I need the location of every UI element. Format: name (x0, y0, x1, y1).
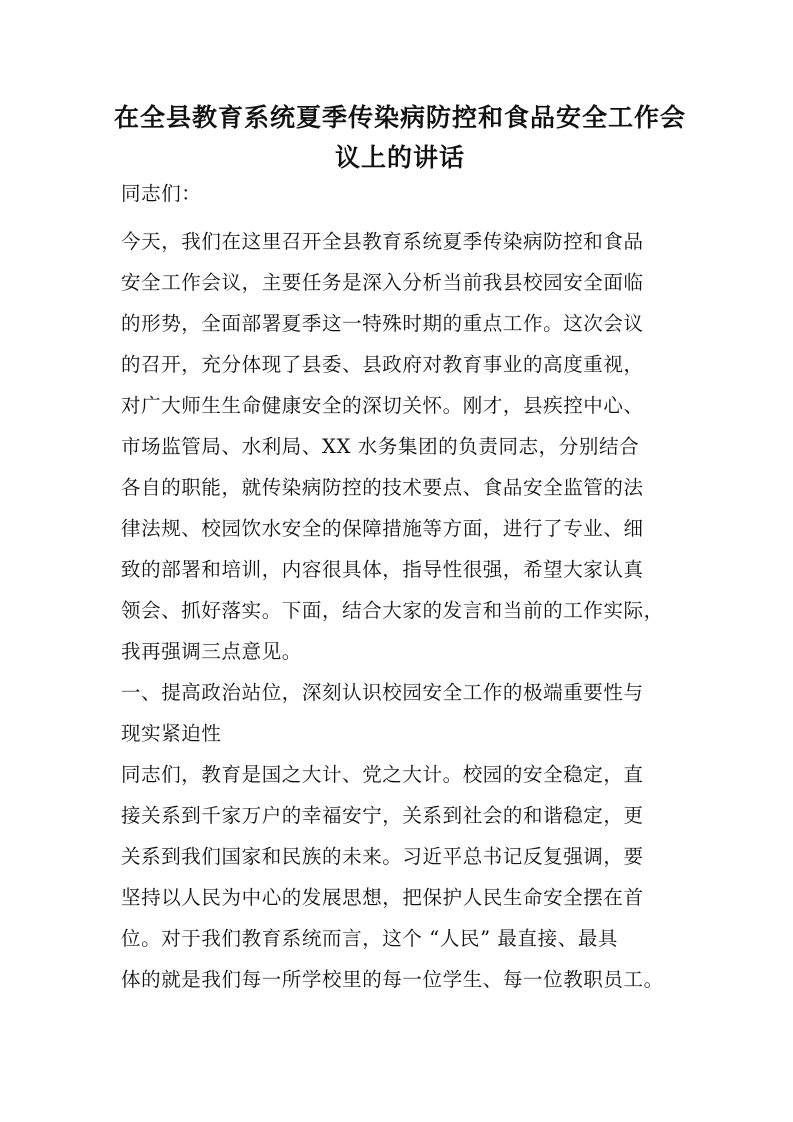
document-title-line-2: 议上的讲话 (334, 143, 465, 172)
body-line: 今天，我们在这里召开全县教育系统夏季传染病防控和食品 (121, 230, 644, 253)
document-title-line-1: 在全县教育系统夏季传染病防控和食品安全工作会 (113, 103, 686, 132)
body-line: 我再强调三点意见。 (121, 640, 302, 663)
section-heading-line: 一、提高政治站位，深刻认识校园安全工作的极端重要性与 (121, 681, 644, 704)
body-line: 体的就是我们每一所学校里的每一位学生、每一位教职员工。 (121, 968, 664, 991)
body-line: 关系到我们国家和民族的未来。习近平总书记反复强调，要 (121, 845, 644, 868)
body-line: 坚持以人民为中心的发展思想，把保护人民生命安全摆在首 (121, 886, 644, 909)
section-heading-line: 现实紧迫性 (121, 722, 222, 745)
body-line: 位。对于我们教育系统而言，这个 “人民” 最直接、最具 (121, 927, 619, 950)
body-line: 对广大师生生命健康安全的深切关怀。刚才，县疾控中心、 (121, 394, 644, 417)
body-line: 各自的职能，就传染病防控的技术要点、食品安全监管的法 (121, 476, 644, 499)
body-line: 的召开，充分体现了县委、县政府对教育事业的高度重视， (121, 353, 644, 376)
body-line: 市场监管局、水利局、XX 水务集团的负责同志，分别结合 (121, 435, 640, 458)
body-line: 安全工作会议，主要任务是深入分析当前我县校园安全面临 (121, 271, 644, 294)
body-line: 致的部署和培训，内容很具体，指导性很强，希望大家认真 (121, 558, 644, 581)
salutation: 同志们： (121, 182, 202, 205)
body-line: 的形势，全面部署夏季这一特殊时期的重点工作。这次会议 (121, 312, 644, 335)
body-line: 律法规、校园饮水安全的保障措施等方面，进行了专业、细 (121, 517, 644, 540)
body-line: 领会、抓好落实。下面，结合大家的发言和当前的工作实际， (121, 599, 664, 622)
body-line: 接关系到千家万户的幸福安宁，关系到社会的和谐稳定，更 (121, 804, 644, 827)
body-line: 同志们，教育是国之大计、党之大计。校园的安全稳定，直 (121, 763, 644, 786)
